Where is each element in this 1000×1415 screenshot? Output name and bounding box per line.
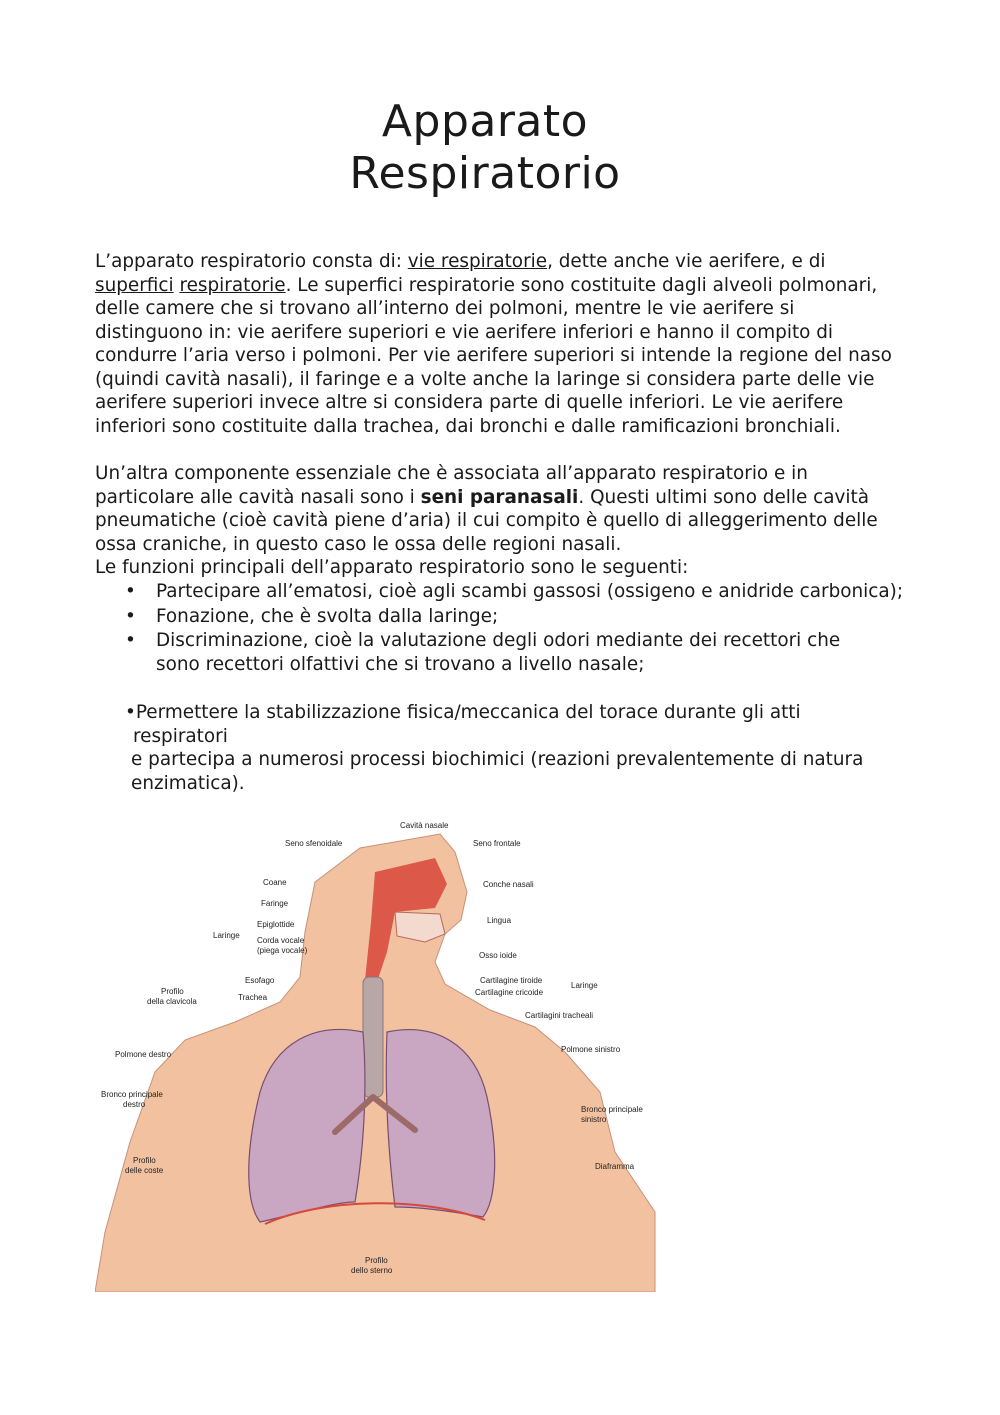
- seni-paragraph: [95, 462, 895, 556]
- label-esofago: Esofago: [245, 976, 275, 985]
- label-lingua: Lingua: [487, 916, 512, 925]
- link-respiratorie: respiratorie: [179, 274, 286, 296]
- label-polmone-destro: Polmone destro: [115, 1050, 172, 1059]
- list-item: [95, 580, 955, 604]
- li4-line-1: [95, 701, 955, 725]
- label-cavita-nasale: Cavità nasale: [400, 821, 449, 830]
- li4-text-a: Permettere la stabilizzazione fisica/meccanica del torace durante gli atti: [135, 702, 801, 723]
- p2-text-b: . Questi ultimi sono delle cavità pneumatiche (cioè cavità piene d’aria) il cui compito è quello di alleggerimento delle ossa craniche, in questo caso le ossa delle regioni nasali.: [95, 486, 878, 555]
- label-profilo-coste-1: Profilo: [133, 1156, 156, 1165]
- title-line-1: Apparato: [381, 96, 589, 147]
- li4-text-c: e partecipa a numerosi processi biochimici (reazioni prevalentemente di natura: [131, 749, 864, 770]
- label-seno-sfenoidale: Seno sfenoidale: [285, 839, 343, 848]
- label-cartilagini-tracheali: Cartilagini tracheali: [525, 1011, 594, 1020]
- p2-bold: seni paranasali: [420, 486, 579, 508]
- label-seno-frontale: Seno frontale: [473, 839, 521, 848]
- p1-text-b: , dette anche vie aerifere, e di: [547, 251, 826, 272]
- respiratory-diagram: [95, 812, 665, 1292]
- link-superfici: superfici: [95, 274, 174, 296]
- label-corda-vocale: Corda vocale: [257, 936, 305, 945]
- label-profilo-clavicola-2: della clavicola: [147, 997, 197, 1006]
- label-profilo-clavicola-1: Profilo: [161, 987, 184, 996]
- trachea-shape: [363, 977, 383, 1097]
- tongue-shape: [395, 912, 445, 942]
- list-item-text: Fonazione, che è svolta dalla laringe;: [156, 605, 499, 627]
- list-item: [95, 605, 955, 629]
- list-item-text: Discriminazione, cioè la valutazione degli odori mediante dei recettori che sono recettori olfattivi che si trovano a livello nasale;: [156, 630, 841, 675]
- p1-text-a: L’apparato respiratorio consta di:: [95, 251, 408, 272]
- label-trachea: Trachea: [238, 993, 268, 1002]
- label-laringe-right: Laringe: [571, 981, 598, 990]
- bullet: •: [125, 702, 136, 723]
- functions-list: [95, 580, 955, 677]
- li4-text-b: respiratori: [133, 725, 228, 747]
- p1-text-d: . Le superfici respiratorie sono costituite dagli alveoli polmonari, delle camere che si trovano all’interno dei polmoni, mentre le vie aerifere si distinguono in: vie aerifere superiori e vie aerifere inferiori e hanno il compito di condurre l’aria verso i polmoni. Per vie aerifere superiori si intende la regione del naso (quindi cavità nasali), il faringe e a volte anche la laringe si considera parte delle vie aerifere superiori invece altre si considera parte di quelle inferiori. Le vie aerifere inferiori sono costituite dalla trachea, dai bronchi e dalle ramificazioni bronchiali.: [95, 274, 892, 437]
- label-profilo-sterno-1: Profilo: [365, 1256, 388, 1265]
- label-epiglottide: Epiglottide: [257, 920, 295, 929]
- page-title: [0, 96, 970, 200]
- bullet: •: [125, 630, 136, 651]
- label-bronco-sinistro-2: sinistro: [581, 1115, 607, 1124]
- p2-text-a: Un’altra componente essenziale che è associata all’apparato respiratorio e in particolare alle cavità nasali sono i: [95, 463, 808, 508]
- title-line-2: Respiratorio: [349, 148, 621, 199]
- list-item: [95, 629, 955, 676]
- label-bronco-destro-2: destro: [123, 1100, 146, 1109]
- list-item-text: Partecipare all’ematosi, cioè agli scambi gassosi (ossigeno e anidride carbonica);: [156, 581, 904, 602]
- label-polmone-sinistro: Polmone sinistro: [561, 1045, 621, 1054]
- link-vie-respiratorie: vie respiratorie: [407, 251, 548, 272]
- label-laringe: Laringe: [213, 931, 240, 940]
- label-piega-vocale: (piega vocale): [257, 946, 308, 955]
- bullet: •: [125, 605, 136, 627]
- li4-text-d: enzimatica).: [131, 772, 245, 794]
- label-cartilagine-cricoide: Cartilagine cricoide: [475, 988, 544, 997]
- label-profilo-coste-2: delle coste: [125, 1166, 164, 1175]
- label-bronco-destro-1: Bronco principale: [101, 1090, 163, 1099]
- label-coane: Coane: [263, 878, 287, 887]
- label-profilo-sterno-2: dello sterno: [351, 1266, 393, 1275]
- functions-intro: Le funzioni principali dell’apparato respiratorio sono le seguenti:: [95, 557, 689, 578]
- list-item-4: [95, 701, 955, 795]
- bullet: •: [125, 581, 136, 602]
- label-osso-ioide: Osso ioide: [479, 951, 517, 960]
- intro-paragraph: [95, 250, 895, 438]
- label-cartilagine-tiroide: Cartilagine tiroide: [480, 976, 543, 985]
- label-faringe: Faringe: [261, 899, 289, 908]
- label-conche-nasali: Conche nasali: [483, 880, 534, 889]
- label-diaframma: Diaframma: [595, 1162, 635, 1171]
- label-bronco-sinistro-1: Bronco principale: [581, 1105, 643, 1114]
